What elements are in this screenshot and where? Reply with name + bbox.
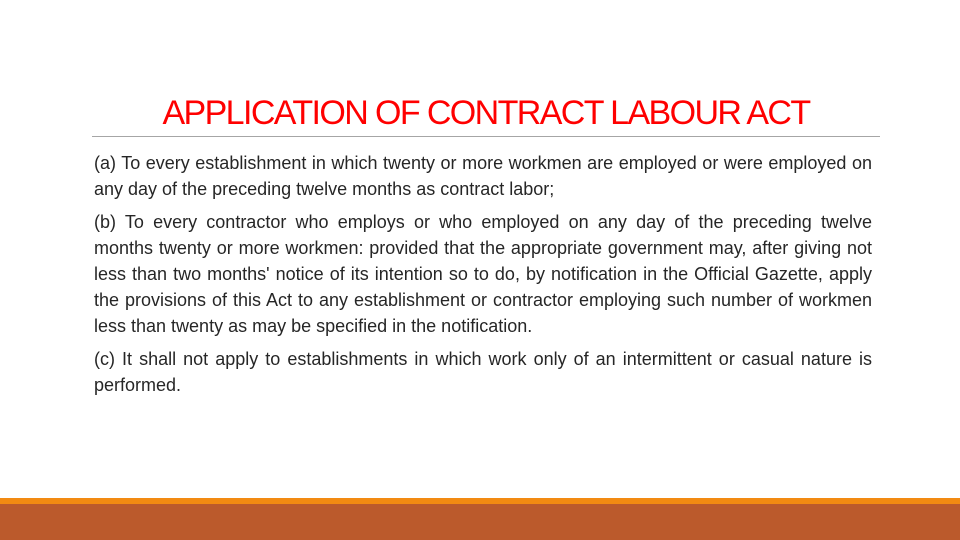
footer-band bbox=[0, 504, 960, 540]
slide-title: APPLICATION OF CONTRACT LABOUR ACT bbox=[162, 94, 810, 132]
title-divider bbox=[92, 136, 880, 137]
paragraph-c: (c) It shall not apply to establishments in which work only of an intermittent or casual nature is performed. bbox=[94, 349, 872, 395]
slide-body bbox=[94, 150, 872, 405]
paragraph-a: (a) To every establishment in which twenty or more workmen are employed or were employed on any day of the preceding twelve months as contract labor; bbox=[94, 153, 872, 199]
paragraph-b: (b) To every contractor who employs or who employed on any day of the preceding twelve months twenty or more workmen: provided that the appropriate government may, after giving not less than two months' notice of its intention so to do, by notification in the Official Gazette, apply the provisions of this Act to any establishment or contractor employing such number of workmen less than twenty as may be specified in the notification. bbox=[94, 212, 872, 336]
